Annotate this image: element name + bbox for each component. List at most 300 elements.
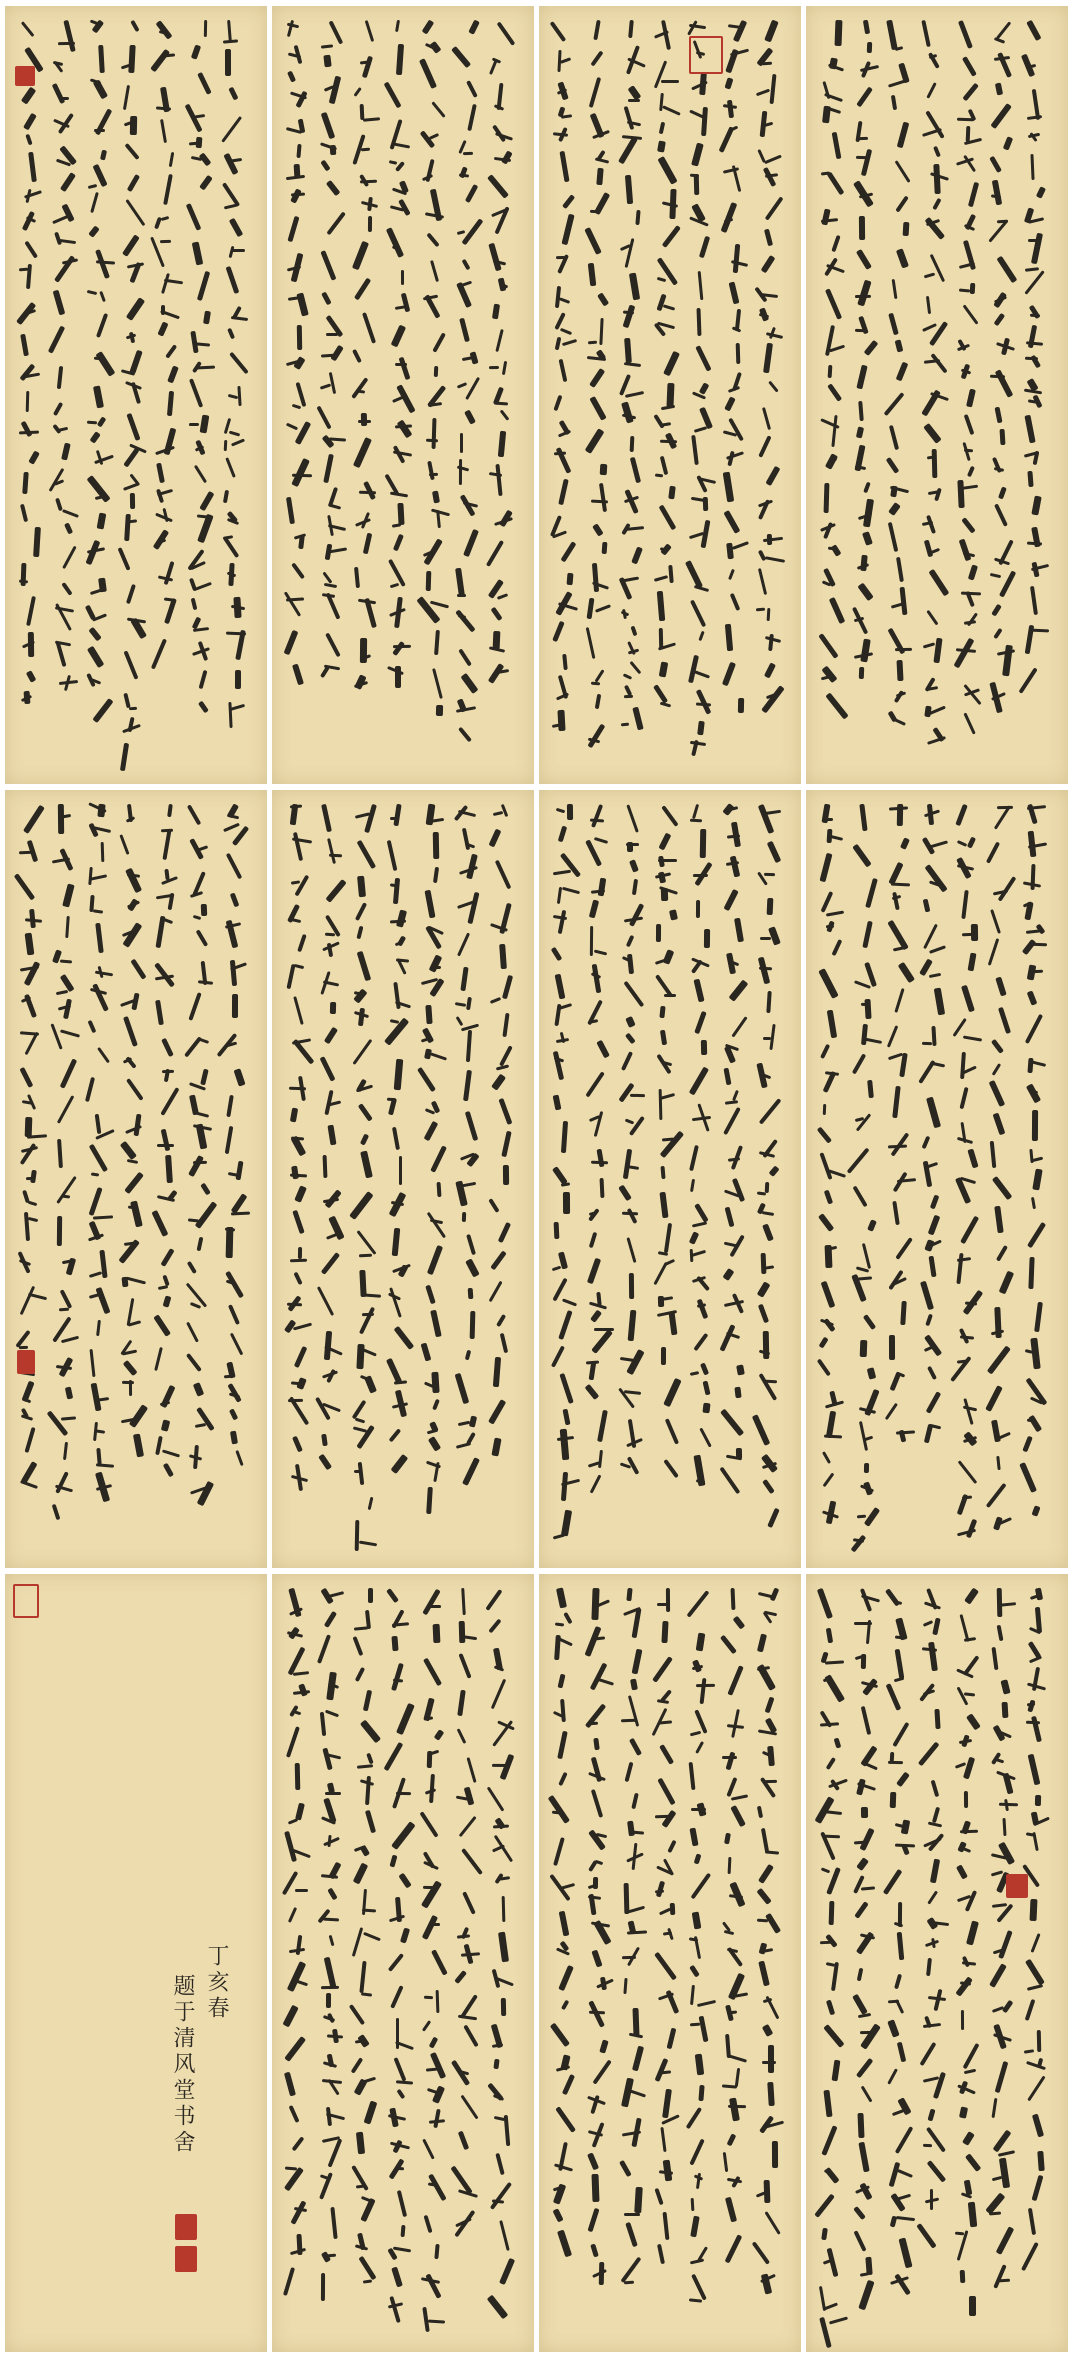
brush-stroke [858,2142,869,2172]
brush-stroke [699,1427,712,1447]
brush-stroke [65,1387,74,1400]
brush-stroke [867,41,873,52]
brush-stroke [362,1313,374,1316]
text-column [953,1588,979,2338]
brush-stroke [436,705,443,716]
brush-stroke [429,1605,441,1608]
brush-stroke [995,82,1003,95]
brush-stroke [165,1155,172,1183]
brush-stroke [762,2061,776,2064]
brush-stroke [891,717,906,726]
text-column [118,20,144,770]
brush-stroke [990,573,1001,578]
brush-stroke [694,1709,708,1734]
brush-stroke [52,289,65,315]
brush-stroke [557,1731,568,1759]
brush-stroke [558,430,572,438]
brush-stroke [663,994,675,997]
brush-stroke [428,402,443,407]
brush-stroke [962,83,979,102]
brush-stroke [693,874,708,877]
brush-stroke [820,1722,839,1726]
brush-stroke [867,1220,877,1232]
brush-stroke [861,149,872,177]
brush-stroke [556,1588,567,1609]
brush-stroke [892,279,898,299]
brush-stroke [499,944,507,969]
brush-stroke [825,288,842,319]
brush-stroke [59,680,79,685]
brush-stroke [998,1602,1017,1607]
screen-panel-r1-p2 [272,6,534,784]
brush-stroke [328,838,337,864]
inscription-line-1: 丁亥春 [204,1944,229,2022]
brush-stroke [588,340,597,344]
brush-stroke [752,1414,771,1446]
brush-stroke [729,2097,740,2121]
brush-stroke [489,366,499,369]
brush-stroke [1027,1702,1035,1706]
brush-stroke [594,1738,601,1750]
brush-stroke [1030,969,1043,973]
brush-stroke [624,2213,640,2216]
brush-stroke [357,840,377,870]
brush-stroke [856,87,873,108]
brush-stroke [758,1099,781,1126]
brush-stroke [327,1125,336,1146]
brush-stroke [757,804,773,834]
brush-stroke [487,1786,505,1811]
brush-stroke [996,21,1012,39]
brush-stroke [553,1533,565,1539]
brush-stroke [364,804,377,834]
text-column [351,1588,377,2338]
brush-stroke [434,365,438,376]
brush-stroke [865,999,872,1019]
brush-stroke [957,480,965,508]
brush-stroke [821,1281,836,1308]
brush-stroke [857,1968,863,1982]
brush-stroke [629,1738,642,1756]
brush-stroke [1027,2075,1045,2101]
brush-stroke [863,921,874,949]
brush-stroke [827,172,845,195]
brush-stroke [857,582,873,600]
brush-stroke [326,333,338,336]
brush-stroke [627,1349,645,1375]
brush-stroke [690,1372,699,1377]
brush-stroke [558,479,569,505]
brush-stroke [629,2033,643,2039]
brush-stroke [724,1832,731,1844]
brush-stroke [590,1310,602,1323]
brush-stroke [425,571,431,591]
brush-stroke [657,1603,671,1606]
brush-stroke [47,1410,68,1436]
text-column [817,20,843,770]
text-column [584,20,610,770]
brush-stroke [390,883,400,887]
brush-stroke [998,1842,1015,1865]
brush-stroke [764,1182,768,1193]
brush-stroke [659,662,668,678]
brush-stroke [360,1719,381,1743]
brush-stroke [1028,1754,1041,1786]
screen-panel-r2-p4 [806,790,1068,1568]
brush-stroke [819,1152,833,1180]
brush-stroke [469,1415,477,1427]
brush-stroke [1025,357,1038,361]
brush-stroke [53,402,64,416]
brush-stroke [599,483,607,512]
brush-stroke [356,2132,365,2154]
brush-stroke [989,155,1001,172]
brush-stroke [758,1373,777,1401]
brush-stroke [863,340,878,356]
brush-stroke [932,1807,941,1824]
brush-stroke [489,647,505,653]
brush-stroke [355,902,367,921]
brush-stroke [592,1949,604,1967]
brush-stroke [698,631,705,642]
brush-stroke [1024,1014,1043,1044]
brush-stroke [87,646,104,668]
brush-stroke [488,664,505,685]
screen-panel-r2-p3 [539,790,801,1568]
brush-stroke [230,1431,238,1445]
brush-stroke [591,1789,603,1818]
text-column [618,20,644,770]
brush-stroke [563,1192,570,1214]
brush-stroke [164,598,176,624]
brush-stroke [629,2089,647,2097]
brush-stroke [19,1067,33,1088]
brush-stroke [599,318,604,345]
brush-stroke [657,1777,675,1805]
brush-stroke [660,1191,669,1218]
brush-stroke [292,404,301,410]
brush-stroke [21,421,33,437]
brush-stroke [926,296,931,314]
brush-stroke [930,353,947,373]
brush-stroke [286,174,305,179]
brush-stroke [324,1957,337,1988]
brush-stroke [927,1215,939,1236]
brush-stroke [1026,1084,1041,1104]
brush-stroke [429,955,442,973]
brush-stroke [824,1190,834,1205]
brush-stroke [126,1159,138,1164]
brush-stroke [120,743,130,772]
brush-stroke [592,2060,612,2086]
brush-stroke [56,1365,72,1370]
brush-stroke [461,1588,466,1615]
brush-stroke [198,700,209,713]
brush-stroke [826,1627,834,1643]
brush-stroke [653,684,668,703]
brush-stroke [627,954,634,974]
brush-stroke [25,670,36,682]
text-column [385,20,411,770]
brush-stroke [392,1636,399,1651]
brush-stroke [895,2216,914,2221]
brush-stroke [552,1266,561,1272]
brush-stroke [288,2105,299,2123]
brush-stroke [150,49,170,73]
brush-stroke [329,853,342,857]
brush-stroke [387,840,398,871]
text-column [220,20,246,770]
brush-stroke [894,989,904,1014]
brush-stroke [929,946,946,955]
brush-stroke [825,818,833,821]
brush-stroke [90,192,99,213]
brush-stroke [632,2046,644,2072]
brush-stroke [395,363,407,366]
brush-stroke [726,451,744,460]
brush-stroke [551,1345,565,1367]
brush-stroke [700,1678,706,1704]
brush-stroke [292,1435,303,1452]
brush-stroke [600,463,608,474]
brush-stroke [659,1744,674,1764]
brush-stroke [585,1071,605,1098]
brush-stroke [764,155,781,164]
brush-stroke [658,1720,673,1724]
brush-stroke [657,591,666,622]
brush-stroke [868,1080,875,1098]
brush-stroke [759,313,769,318]
brush-stroke [964,620,976,625]
brush-stroke [822,209,831,226]
brush-stroke [225,1227,235,1231]
brush-stroke [399,1156,402,1185]
brush-stroke [757,1889,772,1905]
brush-stroke [425,890,436,919]
brush-stroke [689,1762,696,1790]
brush-stroke [857,364,868,389]
text-column [720,1588,746,2338]
brush-stroke [431,966,441,969]
brush-stroke [630,1678,638,1690]
brush-stroke [927,736,946,745]
brush-stroke [863,1314,877,1330]
text-column [919,20,945,770]
brush-stroke [470,1310,476,1338]
brush-stroke [758,1960,769,1985]
brush-stroke [292,1671,308,1676]
brush-stroke [591,563,598,592]
brush-stroke [326,1993,332,2008]
text-column [754,1588,780,2338]
brush-stroke [960,1087,969,1110]
brush-stroke [957,864,975,871]
brush-stroke [859,1828,875,1852]
brush-stroke [959,2106,968,2119]
text-column [220,804,246,1554]
brush-stroke [928,1642,938,1672]
text-column [283,1588,309,2338]
brush-stroke [200,414,210,432]
brush-stroke [390,2296,401,2323]
brush-stroke [186,805,200,826]
brush-stroke [293,996,304,1025]
brush-stroke [291,563,304,579]
brush-stroke [353,1863,368,1885]
text-column [317,804,343,1554]
brush-stroke [361,148,370,152]
brush-stroke [859,667,865,679]
brush-stroke [20,504,28,522]
brush-stroke [847,1148,870,1174]
brush-stroke [96,1464,114,1468]
brush-stroke [558,358,567,382]
brush-stroke [757,1919,768,1923]
brush-stroke [455,1373,470,1405]
brush-stroke [663,350,680,376]
brush-stroke [888,79,906,87]
brush-stroke [691,143,703,167]
brush-stroke [828,1901,834,1925]
brush-stroke [321,292,331,306]
brush-stroke [1030,354,1041,368]
brush-stroke [322,2079,342,2084]
brush-stroke [493,811,504,816]
brush-stroke [967,836,976,848]
text-column [317,20,343,770]
brush-stroke [359,1961,367,1993]
brush-stroke [621,576,640,582]
brush-stroke [991,1039,1004,1054]
brush-stroke [625,175,633,204]
brush-stroke [396,44,405,75]
brush-stroke [1031,1934,1041,1954]
brush-stroke [459,1621,466,1643]
brush-stroke [625,238,635,268]
brush-stroke [826,1757,836,1770]
brush-stroke [853,843,873,867]
brush-stroke [824,483,829,513]
text-column [351,20,377,770]
brush-stroke [430,1923,439,1926]
brush-stroke [725,1207,734,1227]
brush-stroke [934,638,943,663]
brush-stroke [999,2158,1010,2189]
brush-stroke [288,1399,303,1402]
brush-stroke [227,814,239,820]
brush-stroke [992,2176,1003,2182]
brush-stroke [964,1791,968,1808]
brush-stroke [549,2023,569,2047]
brush-stroke [552,621,565,642]
brush-stroke [290,2201,306,2225]
brush-stroke [463,2025,478,2048]
brush-stroke [962,1961,977,1965]
brush-stroke [730,856,740,878]
brush-stroke [627,804,640,832]
brush-stroke [814,2194,834,2218]
brush-stroke [126,1276,146,1284]
brush-stroke [158,321,169,336]
brush-stroke [690,819,702,823]
brush-stroke [426,1487,433,1514]
brush-stroke [968,565,978,581]
brush-stroke [325,1710,339,1718]
text-column [283,804,309,1554]
brush-stroke [228,1172,239,1177]
brush-stroke [826,1962,836,1967]
brush-stroke [464,1787,475,1806]
brush-stroke [1027,991,1038,1006]
brush-stroke [290,1258,307,1262]
brush-stroke [498,1222,511,1243]
brush-stroke [765,466,780,486]
brush-stroke [561,1182,570,1186]
brush-stroke [664,1223,672,1253]
brush-stroke [294,1345,308,1368]
screen-panel-r3-p4 [806,1574,1068,2352]
brush-stroke [590,818,604,822]
brush-stroke [433,832,439,859]
brush-stroke [503,1013,510,1037]
brush-stroke [554,1222,560,1239]
brush-stroke [62,883,74,907]
brush-stroke [1025,1959,1045,1986]
brush-stroke [722,1267,734,1280]
brush-stroke [466,80,478,98]
brush-stroke [728,1857,732,1874]
brush-stroke [95,923,103,954]
brush-stroke [321,1985,339,1988]
brush-stroke [463,1070,472,1101]
brush-stroke [555,1622,565,1626]
brush-stroke [1024,414,1035,442]
brush-stroke [431,508,451,516]
brush-stroke [724,889,739,912]
brush-stroke [887,1144,907,1148]
brush-stroke [61,1416,76,1420]
brush-stroke [629,660,641,674]
brush-stroke [655,1889,664,1893]
brush-stroke [760,1253,766,1274]
brush-stroke [858,316,869,335]
brush-stroke [620,723,628,727]
brush-stroke [63,1442,68,1460]
brush-stroke [923,2023,941,2028]
brush-stroke [662,225,681,247]
brush-stroke [689,1938,698,1942]
brush-stroke [862,1243,871,1269]
brush-stroke [165,344,178,359]
brush-stroke [762,537,782,542]
brush-stroke [867,1367,876,1379]
brush-stroke [52,1504,61,1520]
brush-stroke [419,1811,438,1837]
brush-stroke [59,973,74,991]
brush-stroke [395,424,412,428]
brush-stroke [990,909,1001,933]
brush-stroke [123,692,131,708]
brush-stroke [734,917,744,942]
brush-stroke [691,2198,695,2211]
brush-stroke [231,604,245,609]
brush-stroke [966,388,975,407]
brush-stroke [386,1588,399,1603]
brush-stroke [654,575,668,582]
brush-stroke [563,1612,573,1625]
brush-stroke [556,2065,571,2072]
text-column [487,1588,513,2338]
